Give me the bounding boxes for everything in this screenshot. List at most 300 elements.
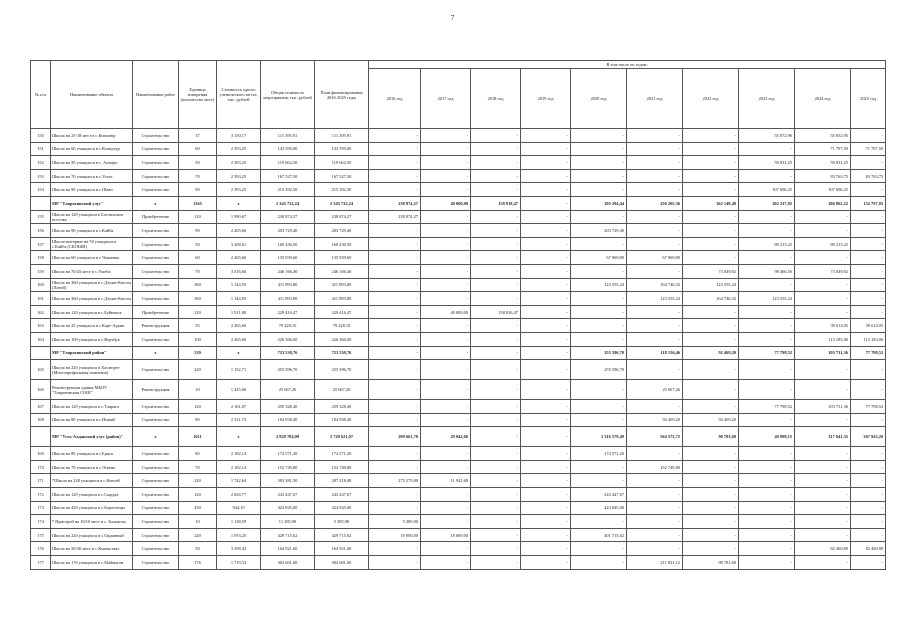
total-cost: 255 596,70: [261, 360, 315, 380]
capacity: 80: [179, 413, 217, 427]
unit-cost: x: [217, 427, 261, 447]
year-amount: 362 148,48: [683, 196, 739, 210]
table-row: [31, 380, 886, 400]
row-number: 171: [31, 474, 51, 488]
capacity: 539: [179, 346, 217, 360]
year-amount: -: [739, 556, 795, 570]
year-amount: 40 000,00: [421, 196, 471, 210]
table-row: [31, 501, 886, 515]
table-row: [31, 129, 886, 143]
year-amount: 82 460,80: [851, 542, 886, 556]
year-amount: 158 818,47: [471, 196, 521, 210]
year-amount: -: [471, 169, 521, 183]
year-amount: -: [851, 460, 886, 474]
object-name: Школа на 176 учащихся в с.Маймаган: [51, 556, 133, 570]
object-name: Школа на 120 учащихся в с.Буйнакск: [51, 305, 133, 319]
capacity: 120: [179, 488, 217, 502]
work-type: Строительство: [133, 292, 179, 306]
year-amount: -: [521, 460, 571, 474]
plan-amount: 152 749,80: [315, 460, 369, 474]
capacity: 360: [179, 292, 217, 306]
row-number: 160: [31, 278, 51, 292]
year-amount: -: [369, 501, 421, 515]
plan-amount: 203 729,40: [315, 224, 369, 238]
year-amount: -: [795, 447, 851, 461]
total-cost: 229 416,47: [261, 305, 315, 319]
year-amount: -: [421, 360, 471, 380]
year-amount: -: [627, 183, 683, 197]
year-amount: -: [471, 474, 521, 488]
total-cost: 411 893,80: [261, 278, 315, 292]
year-amount: -: [421, 169, 471, 183]
year-amount: -: [627, 332, 683, 346]
year-amount: -: [369, 332, 421, 346]
row-number: 154: [31, 183, 51, 197]
table-row: [31, 142, 886, 156]
capacity: 1365: [179, 196, 217, 210]
plan-amount: 424 845,00: [315, 501, 369, 515]
year-amount: -: [683, 460, 739, 474]
year-amount: -: [627, 156, 683, 170]
object-name: Школа на 60 учащихся в с.Кочкулур: [51, 142, 133, 156]
row-number: 163: [31, 319, 51, 333]
total-cost: 424 845,00: [261, 501, 315, 515]
row-number: 166: [31, 380, 51, 400]
year-amount: -: [571, 305, 627, 319]
year-amount: 203 729,40: [571, 224, 627, 238]
year-amount: -: [851, 251, 886, 265]
year-amount: -: [521, 292, 571, 306]
year-amount: 164 740,32: [683, 292, 739, 306]
plan-amount: 411 893,80: [315, 278, 369, 292]
year-amount: -: [571, 474, 627, 488]
year-amount: -: [627, 542, 683, 556]
year-amount: -: [795, 413, 851, 427]
year-amount: -: [739, 142, 795, 156]
plan-amount: 215 392,50: [315, 183, 369, 197]
year-amount: -: [683, 515, 739, 529]
year-amount: -: [795, 292, 851, 306]
year-amount: -: [421, 413, 471, 427]
year-amount: -: [369, 556, 421, 570]
unit-cost: 2 265,66: [217, 319, 261, 333]
header-year: 2016 год: [369, 69, 421, 129]
table-row: [31, 332, 886, 346]
total-cost: 383 381,50: [261, 474, 315, 488]
year-amount: -: [369, 400, 421, 414]
year-amount: -: [851, 515, 886, 529]
header-total-cost: Общая стоимость мероприятия, тыс. рублей: [261, 61, 315, 129]
plan-amount: 164 921,60: [315, 542, 369, 556]
capacity: 60: [179, 142, 217, 156]
year-amount: -: [683, 488, 739, 502]
year-amount: -: [521, 305, 571, 319]
total-cost: 25 667,26: [261, 380, 315, 400]
year-amount: -: [627, 360, 683, 380]
year-amount: -: [851, 528, 886, 542]
year-amount: 49 098,15: [739, 427, 795, 447]
year-amount: -: [571, 129, 627, 143]
year-amount: -: [571, 542, 627, 556]
work-type: Приобретение: [133, 210, 179, 224]
year-amount: -: [795, 380, 851, 400]
year-amount: 123 555,24: [627, 292, 683, 306]
year-amount: -: [739, 542, 795, 556]
year-amount: -: [683, 237, 739, 251]
year-amount: -: [369, 542, 421, 556]
total-cost: 11 385,90: [261, 515, 315, 529]
table-row: [31, 305, 886, 319]
plan-amount: 226 366,00: [315, 332, 369, 346]
unit-cost: x: [217, 346, 261, 360]
year-amount: -: [521, 556, 571, 570]
object-name: Школа на 100 учащихся в с.Верхбук: [51, 332, 133, 346]
object-name: Школа на 25-18 мест в с.Кизилюр: [51, 129, 133, 143]
year-amount: -: [571, 142, 627, 156]
year-amount: -: [851, 474, 886, 488]
unit-cost: 1 719,33: [217, 556, 261, 570]
year-amount: -: [521, 360, 571, 380]
row-number: 174: [31, 515, 51, 529]
row-number: 150: [31, 129, 51, 143]
year-amount: -: [627, 305, 683, 319]
total-cost: 203 729,40: [261, 224, 315, 238]
year-amount: -: [571, 183, 627, 197]
year-amount: -: [521, 528, 571, 542]
year-amount: -: [851, 488, 886, 502]
row-number: 153: [31, 169, 51, 183]
work-type: Строительство: [133, 542, 179, 556]
year-amount: 255 596,70: [571, 346, 627, 360]
year-amount: 59 831,25: [795, 156, 851, 170]
year-amount: -: [471, 542, 521, 556]
row-number: [31, 346, 51, 360]
header-year: 2019 год: [521, 69, 571, 129]
unit-cost: 2 161,07: [217, 400, 261, 414]
work-type: Строительство: [133, 460, 179, 474]
total-cost: 119 662,50: [261, 156, 315, 170]
plan-amount: 5 385,90: [315, 515, 369, 529]
work-type: Строительство: [133, 400, 179, 414]
year-amount: -: [471, 264, 521, 278]
work-type: Строительство: [133, 332, 179, 346]
capacity: 220: [179, 528, 217, 542]
object-name: Школа на 90 учащихся в с.Шаво: [51, 183, 133, 197]
budget-table: [30, 60, 886, 570]
year-amount: 564 573,72: [627, 427, 683, 447]
year-amount: 275 275,80: [369, 474, 421, 488]
plan-amount: 238 874,27: [315, 210, 369, 224]
capacity: 70: [179, 264, 217, 278]
capacity: 120: [179, 400, 217, 414]
year-amount: -: [795, 278, 851, 292]
year-amount: -: [795, 224, 851, 238]
year-amount: -: [683, 332, 739, 346]
work-type: Строительство: [133, 129, 179, 143]
year-amount: -: [851, 156, 886, 170]
unit-cost: 1 144,93: [217, 278, 261, 292]
table-body: [31, 129, 886, 570]
row-number: 156: [31, 224, 51, 238]
year-amount: -: [421, 129, 471, 143]
year-amount: -: [851, 305, 886, 319]
year-amount: 92 469,20: [683, 413, 739, 427]
work-type: Строительство: [133, 447, 179, 461]
row-number: 165: [31, 360, 51, 380]
work-type: Строительство: [133, 488, 179, 502]
table-row: [31, 460, 886, 474]
total-cost: 259 328,40: [261, 400, 315, 414]
year-amount: -: [471, 224, 521, 238]
year-amount: -: [421, 142, 471, 156]
year-amount: -: [851, 556, 886, 570]
row-number: 173: [31, 501, 51, 515]
plan-amount: 160 430,50: [315, 237, 369, 251]
plan-amount: 243 447,67: [315, 488, 369, 502]
work-type: Реконструкция: [133, 319, 179, 333]
year-amount: -: [739, 278, 795, 292]
subtotal-row: [31, 196, 886, 210]
year-amount: -: [571, 237, 627, 251]
year-amount: -: [739, 447, 795, 461]
year-amount: -: [851, 237, 886, 251]
row-number: [31, 196, 51, 210]
year-amount: -: [683, 156, 739, 170]
year-amount: 123 555,24: [571, 278, 627, 292]
unit-cost: 2 393,25: [217, 142, 261, 156]
year-amount: -: [521, 319, 571, 333]
year-amount: 255 596,70: [571, 360, 627, 380]
year-amount: 10 000,00: [369, 528, 421, 542]
unit-cost: 3 150,17: [217, 129, 261, 143]
header-year: 2025 год: [851, 69, 886, 129]
object-name: МР "Тляратинский улус": [51, 196, 133, 210]
year-amount: -: [421, 183, 471, 197]
year-amount: -: [851, 264, 886, 278]
page-number: 7: [450, 14, 455, 22]
year-amount: -: [795, 305, 851, 319]
year-amount: -: [627, 515, 683, 529]
capacity: 80: [179, 447, 217, 461]
table-row: [31, 224, 886, 238]
year-amount: -: [369, 142, 421, 156]
year-amount: -: [521, 237, 571, 251]
year-amount: -: [471, 346, 521, 360]
year-amount: 107 696,25: [795, 183, 851, 197]
subtotal-row: [31, 346, 886, 360]
plan-amount: 259 328,40: [315, 400, 369, 414]
year-amount: -: [571, 319, 627, 333]
year-amount: 103 731,36: [795, 400, 851, 414]
year-amount: 92 469,20: [683, 346, 739, 360]
year-amount: -: [369, 447, 421, 461]
year-amount: -: [421, 447, 471, 461]
year-amount: 256 205,36: [627, 196, 683, 210]
year-amount: 238 874,27: [369, 210, 421, 224]
work-type: Строительство: [133, 224, 179, 238]
plan-amount: 79 228,10: [315, 319, 369, 333]
year-amount: -: [683, 224, 739, 238]
unit-cost: 2 028,77: [217, 488, 261, 502]
year-amount: -: [471, 156, 521, 170]
year-amount: -: [739, 360, 795, 380]
year-amount: 395 294,44: [571, 196, 627, 210]
work-type: Приобретение: [133, 305, 179, 319]
year-amount: -: [683, 169, 739, 183]
plan-amount: 184 938,40: [315, 413, 369, 427]
year-amount: 25 667,26: [627, 380, 683, 400]
year-amount: 152 797,05: [851, 196, 886, 210]
year-amount: 211 821,12: [627, 556, 683, 570]
object-name: Школа на 220 учащихся в Хасаюрте (Многопрофильная гимназия): [51, 360, 133, 380]
year-amount: -: [851, 360, 886, 380]
plan-amount: 246 166,40: [315, 264, 369, 278]
year-amount: -: [521, 196, 571, 210]
work-type: Строительство: [133, 278, 179, 292]
year-amount: 80 215,25: [739, 237, 795, 251]
year-amount: -: [471, 460, 521, 474]
row-number: 159: [31, 264, 51, 278]
row-number: 170: [31, 460, 51, 474]
year-amount: 39 614,05: [851, 319, 886, 333]
object-name: Школа на 220 учащихся в с.Окраиный: [51, 528, 133, 542]
year-amount: -: [627, 400, 683, 414]
year-amount: -: [739, 528, 795, 542]
year-amount: 103 731,36: [795, 346, 851, 360]
row-number: 167: [31, 400, 51, 414]
year-amount: -: [571, 292, 627, 306]
row-number: 161: [31, 292, 51, 306]
year-amount: 67 969,80: [627, 251, 683, 265]
capacity: 50: [179, 542, 217, 556]
year-amount: -: [571, 156, 627, 170]
year-amount: -: [571, 460, 627, 474]
object-name: Школа на 50/40 мест в с.Кыныстаах: [51, 542, 133, 556]
year-amount: 77 798,52: [739, 400, 795, 414]
total-cost: 243 447,67: [261, 488, 315, 502]
table-row: [31, 237, 886, 251]
year-amount: -: [369, 380, 421, 400]
year-amount: -: [683, 400, 739, 414]
object-name: Реконструкция здания МБОУ "Тляратинская СОШ": [51, 380, 133, 400]
year-amount: -: [471, 501, 521, 515]
year-amount: -: [471, 319, 521, 333]
year-amount: -: [369, 278, 421, 292]
year-amount: -: [851, 413, 886, 427]
table-row: [31, 264, 886, 278]
year-amount: -: [851, 129, 886, 143]
year-amount: -: [369, 319, 421, 333]
unit-cost: 1 911,80: [217, 305, 261, 319]
unit-cost: 2 393,25: [217, 156, 261, 170]
object-name: Школа на 360 учащихся в с.Дзужи-Кюсем: [51, 292, 133, 306]
year-amount: -: [627, 488, 683, 502]
table-row: [31, 183, 886, 197]
year-amount: 267 943,20: [851, 427, 886, 447]
work-type: Строительство: [133, 183, 179, 197]
plan-amount: 143 595,00: [315, 142, 369, 156]
year-amount: -: [739, 380, 795, 400]
year-amount: -: [627, 528, 683, 542]
year-amount: -: [571, 332, 627, 346]
year-amount: 90 781,68: [683, 427, 739, 447]
object-name: Школа на 120 учащихся в с.Сырдах: [51, 488, 133, 502]
header-year: 2017 год: [421, 69, 471, 129]
year-amount: -: [739, 305, 795, 319]
year-amount: -: [421, 515, 471, 529]
plan-amount: 25 667,26: [315, 380, 369, 400]
header-plan: План финансирования 2016-2025 годы: [315, 61, 369, 129]
year-amount: -: [683, 447, 739, 461]
year-amount: -: [521, 169, 571, 183]
year-amount: -: [739, 224, 795, 238]
year-amount: 174 571,20: [571, 447, 627, 461]
year-amount: -: [627, 210, 683, 224]
unit-cost: 2 182,14: [217, 447, 261, 461]
work-type: Строительство: [133, 501, 179, 515]
plan-amount: 135 939,60: [315, 251, 369, 265]
capacity: 60: [179, 251, 217, 265]
object-name: Школа на 50 учащихся в с. Ахмаро: [51, 156, 133, 170]
work-type: x: [133, 346, 179, 360]
total-cost: 246 166,40: [261, 264, 315, 278]
year-amount: -: [739, 413, 795, 427]
year-amount: -: [421, 292, 471, 306]
year-amount: -: [683, 142, 739, 156]
year-amount: -: [521, 346, 571, 360]
year-amount: -: [369, 460, 421, 474]
year-amount: -: [521, 542, 571, 556]
total-cost: 160 430,50: [261, 237, 315, 251]
total-cost: 238 874,27: [261, 210, 315, 224]
year-amount: -: [471, 292, 521, 306]
year-amount: -: [369, 156, 421, 170]
year-amount: -: [683, 210, 739, 224]
year-amount: 302 237,85: [739, 196, 795, 210]
year-amount: 67 969,80: [571, 251, 627, 265]
total-cost: 302 601,60: [261, 556, 315, 570]
year-amount: -: [795, 488, 851, 502]
header-year: 2021 год: [627, 69, 683, 129]
plan-amount: 174 571,20: [315, 447, 369, 461]
work-type: Строительство: [133, 474, 179, 488]
year-amount: 317 041,35: [795, 427, 851, 447]
year-amount: -: [521, 278, 571, 292]
plan-amount: 167 527,50: [315, 169, 369, 183]
year-amount: -: [683, 183, 739, 197]
year-amount: -: [369, 224, 421, 238]
unit-cost: 2 393,25: [217, 169, 261, 183]
year-amount: -: [521, 447, 571, 461]
year-amount: -: [369, 305, 421, 319]
year-amount: 83 763,75: [795, 169, 851, 183]
work-type: Строительство: [133, 156, 179, 170]
work-type: x: [133, 196, 179, 210]
year-amount: -: [471, 183, 521, 197]
header-no: № п/п: [31, 61, 51, 129]
subtotal-row: [31, 427, 886, 447]
year-amount: 123 555,24: [683, 278, 739, 292]
year-amount: -: [851, 224, 886, 238]
year-amount: -: [739, 319, 795, 333]
year-amount: 77 798,52: [851, 346, 886, 360]
plan-amount: 2 343 732,24: [315, 196, 369, 210]
year-amount: -: [683, 305, 739, 319]
year-amount: -: [851, 292, 886, 306]
row-number: 176: [31, 542, 51, 556]
year-amount: 55 652,95: [795, 129, 851, 143]
year-amount: -: [471, 488, 521, 502]
